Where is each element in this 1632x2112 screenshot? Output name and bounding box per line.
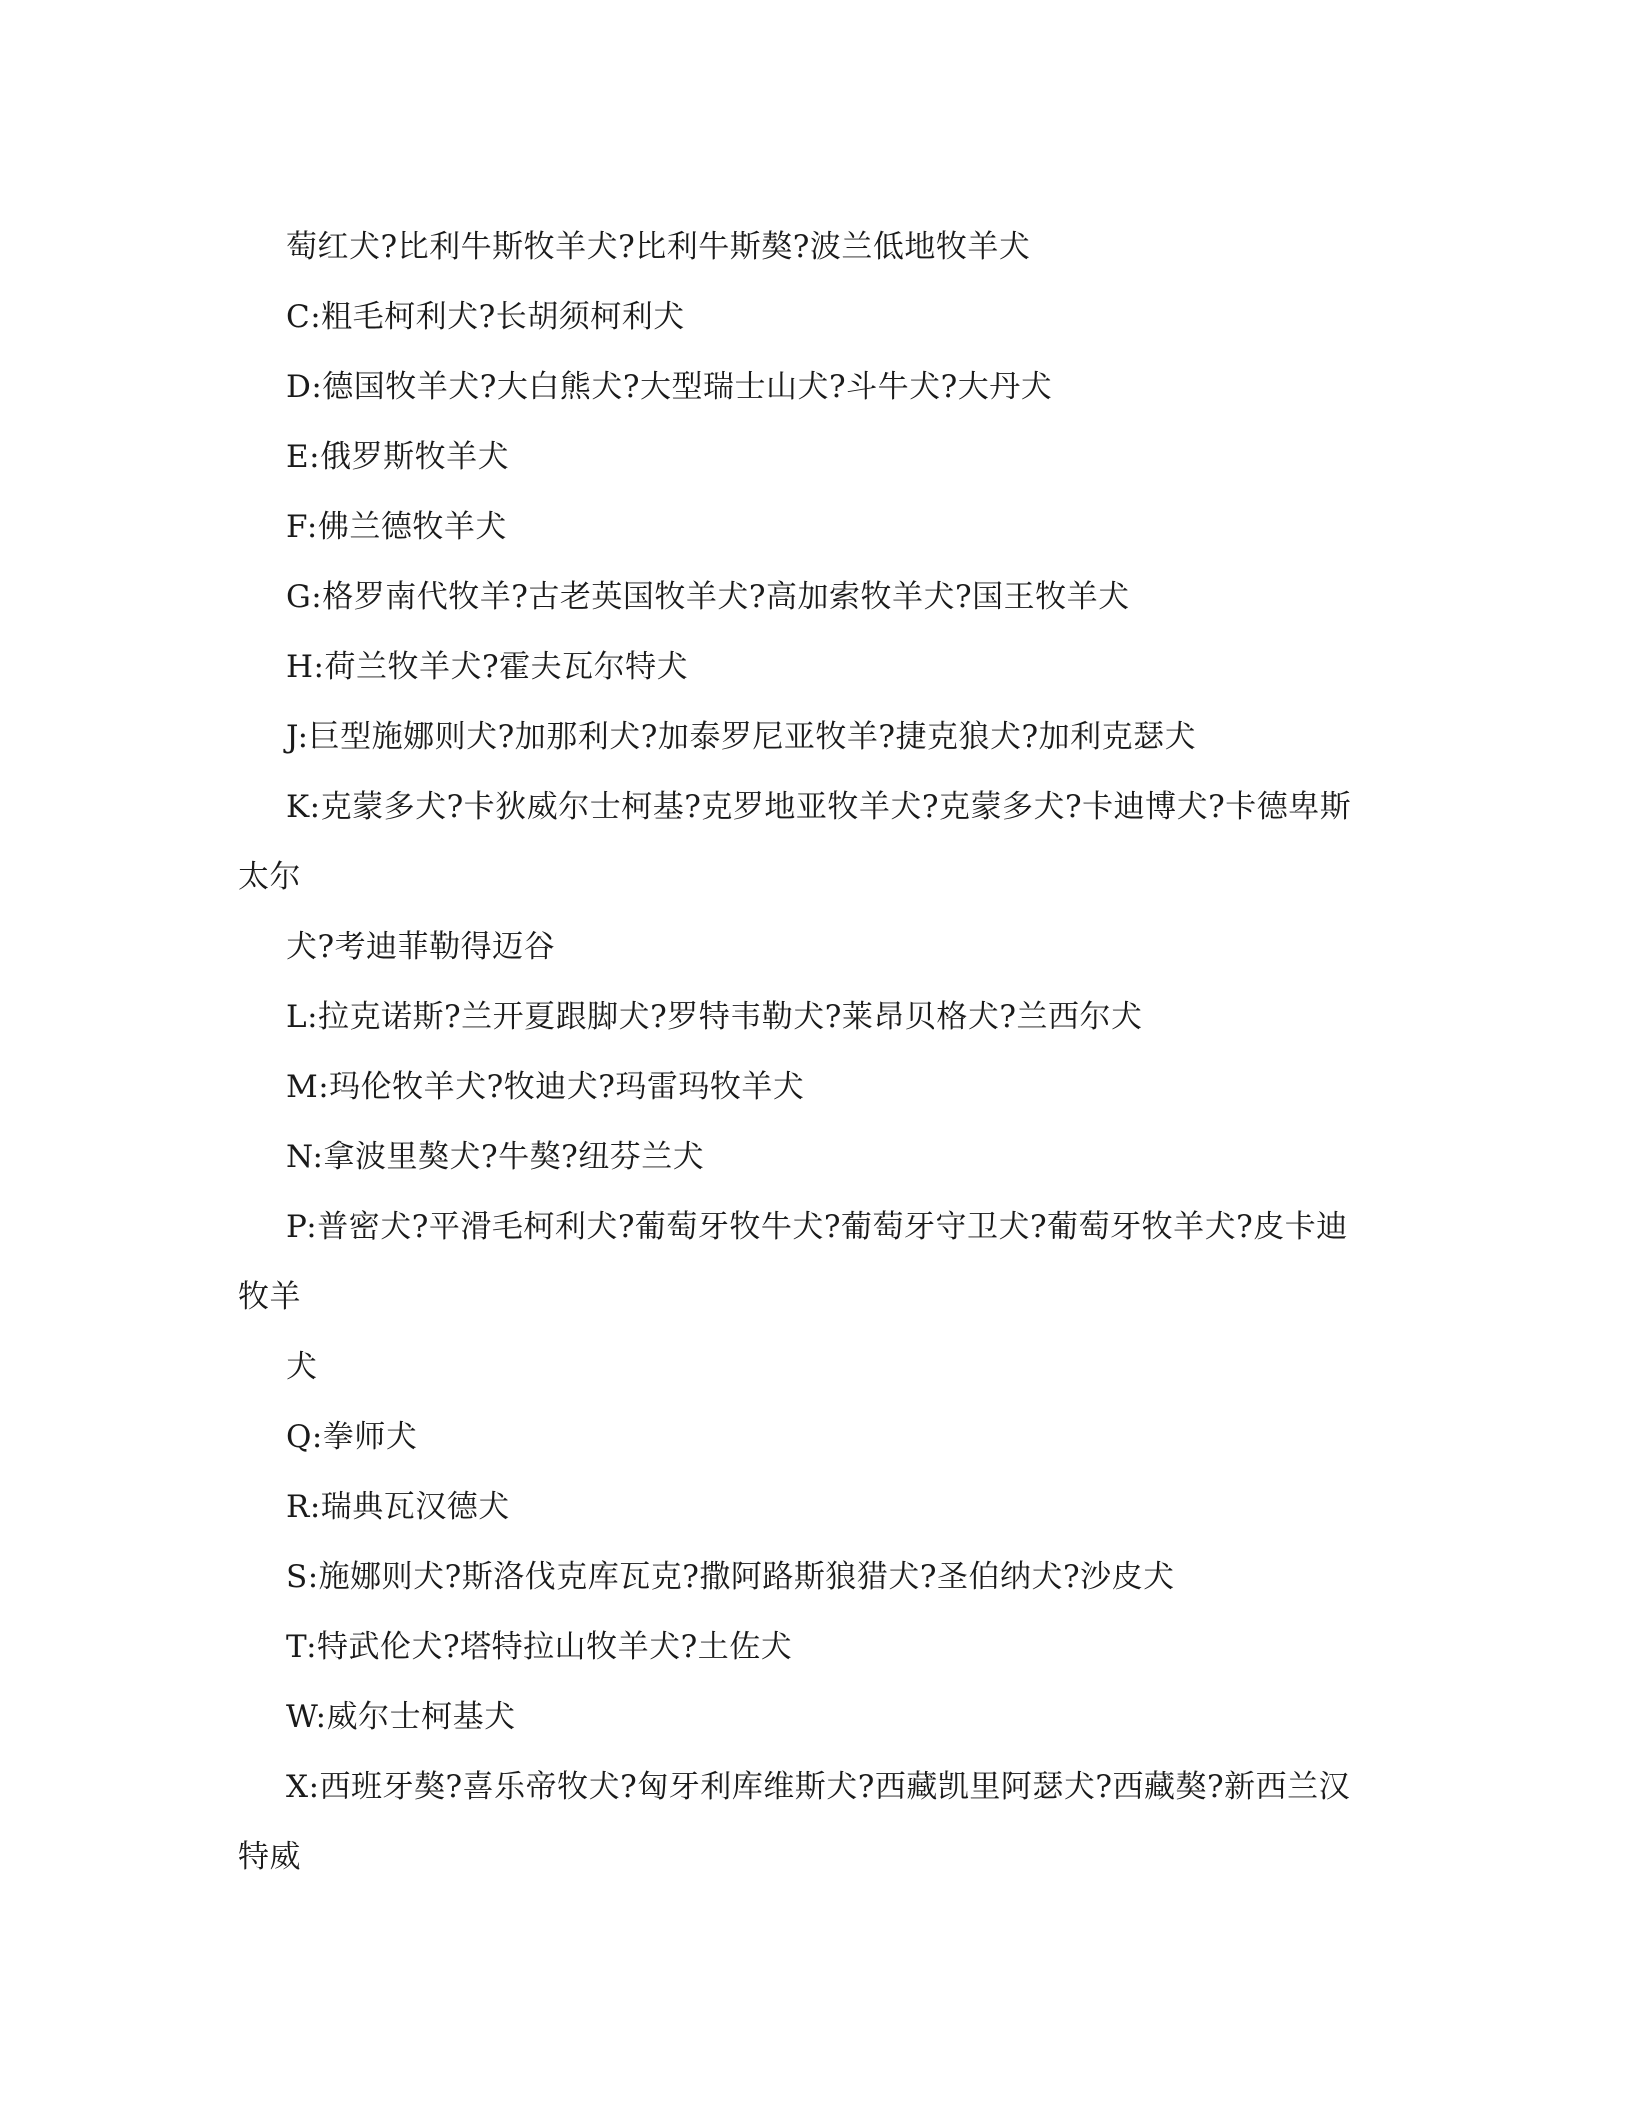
- text-line: F:佛兰德牧羊犬: [286, 509, 507, 545]
- text-line-continuation: 特威: [238, 1839, 301, 1875]
- text-line: G:格罗南代牧羊?古老英国牧羊犬?高加索牧羊犬?国王牧羊犬: [286, 579, 1130, 615]
- text-line: R:瑞典瓦汉德犬: [286, 1489, 510, 1525]
- text-line: X:西班牙獒?喜乐帝牧犬?匈牙利库维斯犬?西藏凯里阿瑟犬?西藏獒?新西兰汉: [286, 1769, 1351, 1805]
- text-line: C:粗毛柯利犬?长胡须柯利犬: [286, 299, 685, 335]
- text-line: 犬?考迪菲勒得迈谷: [286, 929, 556, 965]
- text-line: E:俄罗斯牧羊犬: [286, 439, 510, 475]
- text-line: S:施娜则犬?斯洛伐克库瓦克?撒阿路斯狼猎犬?圣伯纳犬?沙皮犬: [286, 1559, 1175, 1595]
- text-line: Q:拳师犬: [286, 1419, 418, 1455]
- text-line: 萄红犬?比利牛斯牧羊犬?比利牛斯獒?波兰低地牧羊犬: [286, 229, 1031, 265]
- text-line: W:威尔士柯基犬: [286, 1699, 516, 1735]
- text-line: M:玛伦牧羊犬?牧迪犬?玛雷玛牧羊犬: [286, 1069, 805, 1105]
- text-line: H:荷兰牧羊犬?霍夫瓦尔特犬: [286, 649, 689, 685]
- text-line: T:特武伦犬?塔特拉山牧羊犬?土佐犬: [286, 1629, 793, 1665]
- text-line: N:拿波里獒犬?牛獒?纽芬兰犬: [286, 1139, 705, 1175]
- text-line: D:德国牧羊犬?大白熊犬?大型瑞士山犬?斗牛犬?大丹犬: [286, 369, 1053, 405]
- text-line: K:克蒙多犬?卡狄威尔士柯基?克罗地亚牧羊犬?克蒙多犬?卡迪博犬?卡德卑斯: [286, 789, 1352, 825]
- text-line-continuation: 牧羊: [238, 1279, 301, 1315]
- document-body: [238, 212, 1398, 1892]
- text-line: P:普密犬?平滑毛柯利犬?葡萄牙牧牛犬?葡萄牙守卫犬?葡萄牙牧羊犬?皮卡迪: [286, 1209, 1348, 1245]
- text-line: J:巨型施娜则犬?加那利犬?加泰罗尼亚牧羊?捷克狼犬?加利克瑟犬: [286, 719, 1197, 755]
- text-line-continuation: 太尔: [238, 859, 301, 895]
- text-line: 犬: [286, 1349, 318, 1385]
- text-line: L:拉克诺斯?兰开夏跟脚犬?罗特韦勒犬?莱昂贝格犬?兰西尔犬: [286, 999, 1143, 1035]
